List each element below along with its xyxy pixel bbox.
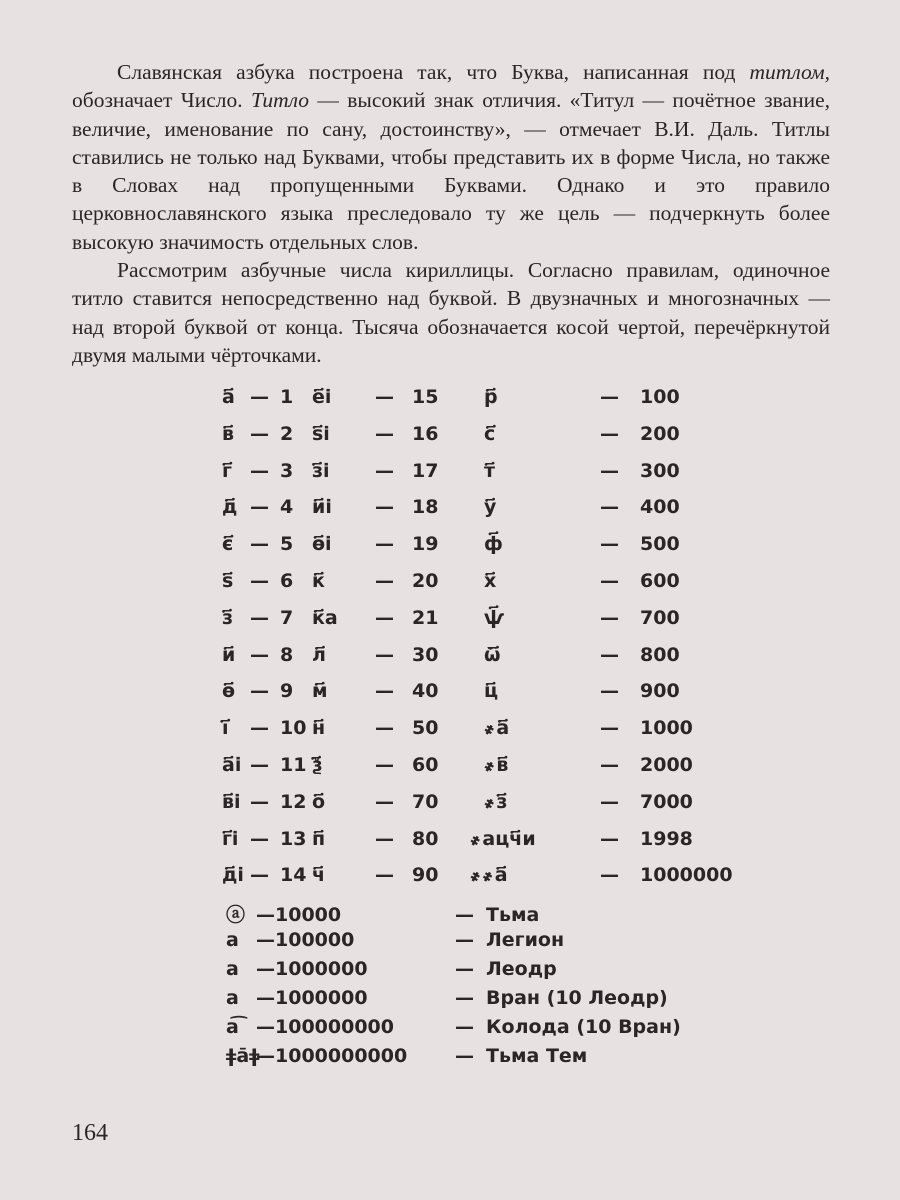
dash: — — [375, 533, 394, 556]
numeral-value: 16 — [412, 422, 439, 445]
dash: — — [256, 1016, 275, 1038]
dash: — — [256, 929, 275, 951]
dash: — — [375, 386, 394, 408]
numeral-value: 30 — [412, 643, 439, 666]
numeral-value: 80 — [412, 827, 439, 850]
numeral-value: 800 — [640, 643, 680, 666]
numeral-value: 15 — [412, 386, 439, 408]
dash: — — [250, 827, 269, 850]
italic-term: Титло — [250, 88, 310, 113]
numeral-letter: в҃ — [222, 422, 235, 445]
dash: — — [375, 790, 394, 813]
numeral-value: 200 — [640, 422, 680, 445]
dash: — — [375, 717, 394, 740]
numeral-letter: г҃і — [222, 827, 239, 850]
numeral-letter: ҂з҃ — [484, 790, 508, 813]
large-numeral-row — [226, 900, 539, 927]
numeral-letter: г҃ — [222, 459, 232, 482]
numeral-letter: ѳ҃і — [312, 533, 332, 556]
numeral-value: 4 — [280, 496, 294, 519]
dash: — — [250, 606, 269, 629]
numeral-letter: у҃ — [484, 496, 497, 519]
numeral-value: 500 — [640, 533, 680, 556]
dash: — — [256, 958, 275, 980]
dash: — — [375, 827, 394, 850]
numeral-value: 10000 — [275, 904, 342, 926]
numeral-letter: а҃і — [222, 754, 242, 776]
numeral-letter: м҃ — [312, 680, 328, 703]
dash: — — [375, 496, 394, 519]
numeral-letter: с҃ — [484, 422, 496, 445]
numeral-value: 1000000000 — [275, 1045, 408, 1067]
numeral-letter: е҃і — [312, 386, 332, 408]
numeral-value: 90 — [412, 864, 439, 887]
numeral-symbol: а͡ — [226, 1016, 239, 1038]
dash: — — [600, 680, 619, 703]
numeral-value: 700 — [640, 606, 680, 629]
numeral-value: 9 — [280, 680, 294, 703]
numeral-value: 300 — [640, 459, 680, 482]
dash: — — [455, 987, 474, 1009]
numeral-name: Вран (10 Леодр) — [486, 987, 668, 1009]
dash: — — [600, 643, 619, 666]
dash: — — [600, 496, 619, 519]
numeral-letter: и҃і — [312, 496, 332, 519]
numeral-value: 12 — [280, 790, 307, 813]
numeral-value: 2000 — [640, 754, 693, 776]
numeral-value: 21 — [412, 606, 439, 629]
large-numeral-row — [226, 929, 564, 951]
numeral-letter: о҃ — [312, 790, 326, 813]
dash: — — [375, 680, 394, 703]
numeral-value: 100 — [640, 386, 680, 408]
dash: — — [600, 386, 619, 408]
numeral-letter: ҂҂а҃ — [470, 864, 508, 887]
numeral-value: 600 — [640, 570, 680, 592]
numeral-value: 7000 — [640, 790, 693, 813]
numeral-value: 1998 — [640, 827, 693, 850]
numeral-letter: д҃і — [222, 864, 244, 887]
numeral-letter: п҃ — [312, 827, 326, 850]
numeral-symbol: а — [226, 929, 239, 951]
numeral-letter: ҂а҃ — [484, 717, 510, 740]
numeral-letter: ѳ҃ — [222, 680, 236, 703]
paragraph-titlo — [72, 58, 830, 256]
page-number: 164 — [72, 1120, 108, 1146]
dash: — — [600, 606, 619, 629]
numeral-value: 5 — [280, 533, 294, 556]
numeral-letter: ѕ҃ — [222, 570, 234, 592]
numeral-value: 1000000 — [275, 987, 368, 1009]
dash: — — [250, 533, 269, 556]
numeral-value: 11 — [280, 754, 307, 776]
dash: — — [250, 643, 269, 666]
numeral-value: 70 — [412, 790, 439, 813]
numeral-name: Легион — [486, 929, 565, 951]
numeral-letter: ѱ҃ — [484, 606, 505, 629]
numeral-value: 8 — [280, 643, 294, 666]
numeral-value: 17 — [412, 459, 439, 482]
dash: — — [455, 1045, 474, 1067]
dash: — — [600, 754, 619, 776]
dash: — — [250, 459, 269, 482]
numeral-name: Колода (10 Вран) — [486, 1016, 681, 1038]
dash: — — [250, 496, 269, 519]
dash: — — [375, 643, 394, 666]
dash: — — [250, 754, 269, 776]
dash: — — [256, 987, 275, 1009]
numeral-letter: з҃ — [222, 606, 234, 629]
numeral-value: 19 — [412, 533, 439, 556]
numeral-value: 900 — [640, 680, 680, 703]
numeral-letter: р҃ — [484, 386, 498, 408]
numeral-value: 10 — [280, 717, 307, 740]
numeral-symbol: ⓐ — [226, 904, 246, 926]
dash: — — [455, 1016, 474, 1038]
numeral-value: 100000000 — [275, 1016, 394, 1038]
dash: — — [455, 929, 474, 951]
numeral-value: 2 — [280, 422, 294, 445]
dash: — — [455, 958, 474, 980]
numeral-name: Тьма Тем — [486, 1045, 588, 1067]
dash: — — [600, 422, 619, 445]
numeral-value: 60 — [412, 754, 439, 776]
numeral-value: 3 — [280, 459, 294, 482]
dash: — — [600, 864, 619, 887]
numeral-letter: л҃ — [312, 643, 326, 666]
numeral-symbol: ǂа̄ǂ — [226, 1045, 260, 1067]
numeral-letter: ҂ацч҃и — [470, 827, 536, 850]
numeral-letter: ц҃ — [484, 680, 499, 703]
numeral-letter: а҃ — [222, 386, 235, 408]
numeral-letter: ф҃ — [484, 533, 503, 556]
paragraph-numerals-rules — [72, 256, 830, 369]
large-numeral-row — [226, 1045, 587, 1067]
numeral-value: 7 — [280, 606, 294, 629]
dash: — — [600, 827, 619, 850]
numeral-value: 400 — [640, 496, 680, 519]
numeral-value: 1000 — [640, 717, 693, 740]
large-numeral-row — [226, 1016, 681, 1038]
numeral-letter: х҃ — [484, 570, 497, 592]
dash: — — [250, 790, 269, 813]
numeral-value: 100000 — [275, 929, 355, 951]
numeral-value: 40 — [412, 680, 439, 703]
numeral-letter: и҃ — [222, 643, 236, 666]
numeral-letter: д҃ — [222, 496, 238, 519]
dash: — — [256, 1045, 275, 1067]
dash: — — [600, 533, 619, 556]
dash: — — [600, 717, 619, 740]
numeral-letter: з҃і — [312, 459, 330, 482]
numeral-value: 20 — [412, 570, 439, 592]
dash: — — [250, 717, 269, 740]
numeral-value: 1 — [280, 386, 294, 408]
numeral-value: 14 — [280, 864, 307, 887]
italic-term: титлом, — [749, 60, 830, 84]
numeral-value: 50 — [412, 717, 439, 740]
numeral-letter: ѯ҃ — [312, 754, 323, 776]
numeral-letter: ѿ҃ — [484, 643, 501, 666]
numeral-letter: ч҃ — [312, 864, 326, 887]
dash: — — [375, 570, 394, 592]
numeral-name: Тьма — [486, 904, 540, 926]
numeral-letter: і҃ — [222, 717, 229, 740]
numeral-symbol: а — [226, 987, 239, 1009]
text-run: — высокий знак отличия. «Титул — почётное звание, величие, именование по сану, достоинству», — отмечает В.И. Даль. Титлы ставились не только над Буквами, чтобы представить их в форме Числа, но также в Словах над пропущенными Буквами. Однако и это правило церковнославянского языка преследовало ту же цель — подчеркнуть более высокую значимость отдельных слов. — [72, 88, 830, 254]
text-run: Рассмотрим азбучные числа кириллицы. Согласно правилам, одиночное титло ставится непосредственно над буквой. В двузначных и многозначных — над второй буквой от конца. Тысяча обозначается косой чертой, перечёркнутой двумя малыми чёрточками. — [72, 258, 830, 367]
dash: — — [600, 570, 619, 592]
numeral-symbol: а — [226, 958, 239, 980]
dash: — — [250, 864, 269, 887]
numeral-value: 6 — [280, 570, 294, 592]
dash: — — [375, 606, 394, 629]
dash: — — [375, 459, 394, 482]
numeral-letter: к҃а — [312, 606, 338, 629]
dash: — — [250, 570, 269, 592]
numeral-value: 18 — [412, 496, 439, 519]
numeral-letter: ѕ҃і — [312, 422, 330, 445]
text-run: Славянская азбука построена так, что Буква, написанная под — [117, 60, 750, 84]
dash: — — [250, 680, 269, 703]
dash: — — [600, 790, 619, 813]
numeral-value: 1000000 — [275, 958, 368, 980]
dash: — — [250, 422, 269, 445]
numeral-letter: к҃ — [312, 570, 325, 592]
dash: — — [455, 904, 474, 926]
numeral-value: 13 — [280, 827, 307, 850]
numeral-letter: ҂в҃ — [484, 754, 509, 776]
numeral-letter: в҃і — [222, 790, 241, 813]
large-numeral-row — [226, 958, 557, 980]
numeral-letter: є҃ — [222, 533, 234, 556]
text-run: обозначает Число. — [72, 88, 251, 113]
dash: — — [250, 386, 269, 408]
dash: — — [256, 904, 275, 926]
dash: — — [375, 422, 394, 445]
dash: — — [375, 754, 394, 776]
numeral-name: Леодр — [486, 958, 557, 980]
large-numeral-row — [226, 987, 668, 1009]
dash: — — [600, 459, 619, 482]
numeral-value: 1000000 — [640, 864, 733, 887]
dash: — — [375, 864, 394, 887]
numeral-letter: т҃ — [484, 459, 496, 482]
numeral-letter: н҃ — [312, 717, 326, 740]
